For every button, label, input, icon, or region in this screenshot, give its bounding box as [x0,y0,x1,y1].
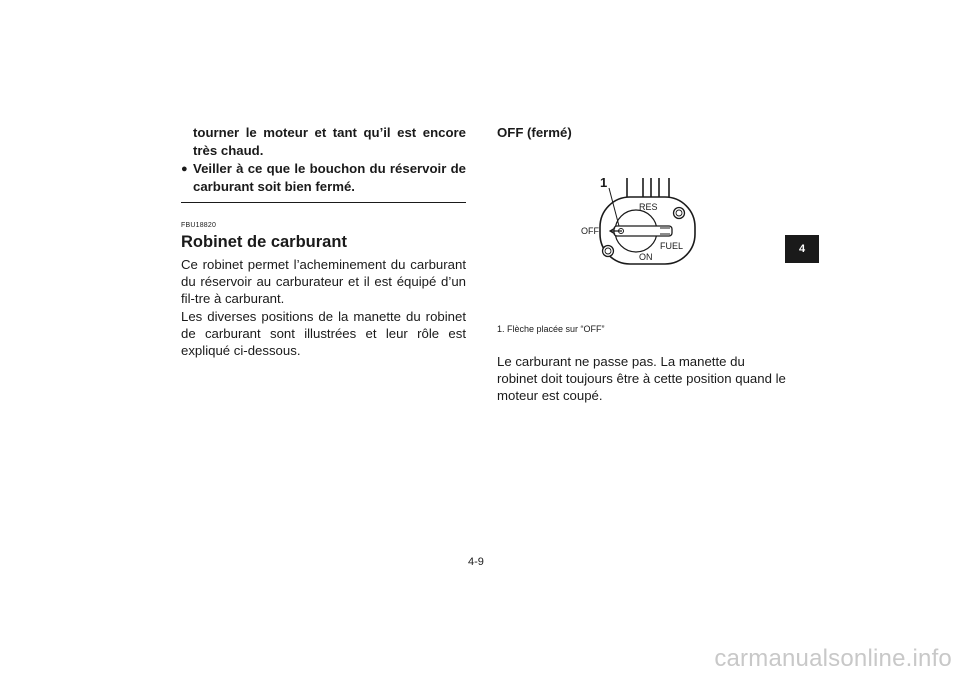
label-off: OFF [581,226,599,236]
watermark: carmanualsonline.info [714,645,952,672]
chapter-tab: 4 [785,235,819,263]
label-res: RES [639,202,658,212]
warning-bullet-item [181,160,466,196]
figure-caption: 1. Flèche placée sur “OFF” [497,324,605,334]
section-paragraph-2: Les diverses positions de la manette du robinet de carburant sont illustrées et leur rôle est expliqué ci-dessous. [181,308,466,359]
fuel-cock-diagram [572,176,702,271]
page-number: 4-9 [468,556,484,568]
warning-divider [181,202,466,203]
left-column [181,124,466,359]
label-fuel: FUEL [660,241,684,251]
off-state-body: Le carburant ne passe pas. La manette du robinet doit toujours être à cette position quand le moteur est coupé. [497,354,786,404]
callout-number: 1 [600,176,608,190]
warning-bullet-text: Veiller à ce que le bouchon du réservoir de carburant soit bien fermé. [193,161,466,194]
label-on: ON [639,252,653,262]
section-title: Robinet de carburant [181,233,347,251]
section-paragraph-1: Ce robinet permet l’acheminement du carburant du réservoir au carburateur et il est équipé d’un fil-tre à carburant. [181,257,466,307]
section-code: FBU18820 [181,222,217,229]
warning-continued-text: tourner le moteur et tant qu’il est encore très chaud. [193,125,466,158]
bullet-icon: ● [181,163,188,175]
off-state-title: OFF (fermé) [497,125,572,140]
screw-icon [674,208,685,219]
right-column [497,124,787,404]
screw-icon [603,246,614,257]
